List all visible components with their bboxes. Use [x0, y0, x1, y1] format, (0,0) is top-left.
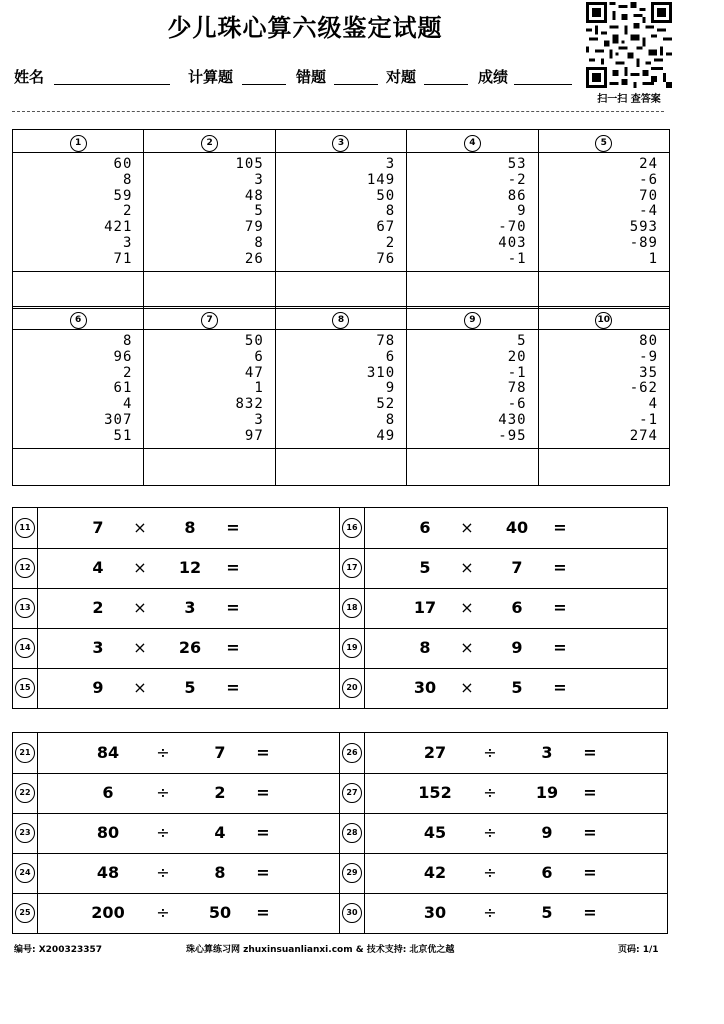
- equals-sign: =: [256, 783, 270, 802]
- number: -1: [507, 250, 527, 267]
- operand-a: 7: [92, 518, 104, 537]
- page-title: 少儿珠心算六级鉴定试题: [167, 14, 443, 42]
- number: 1: [254, 380, 264, 397]
- number: 71: [113, 250, 133, 267]
- division-problem[interactable]: [13, 813, 339, 853]
- number-divider: [37, 813, 38, 853]
- footer-code: 编号: X200323357: [14, 945, 103, 955]
- problem-number: 10: [595, 312, 612, 329]
- number: 3: [254, 171, 264, 188]
- number: -89: [629, 234, 658, 251]
- problem-number: 1: [70, 135, 87, 152]
- number-divider: [364, 628, 365, 668]
- equals-sign: =: [226, 558, 240, 577]
- multiplication-problem[interactable]: [13, 668, 339, 708]
- operand-b: 6: [511, 598, 523, 617]
- problem-header: [275, 307, 406, 330]
- number: -4: [639, 203, 658, 220]
- number-column: [144, 330, 275, 449]
- multiplication-problem[interactable]: [340, 588, 666, 628]
- number: 4: [122, 396, 133, 413]
- number: 53: [507, 156, 527, 172]
- operand-a: 42: [423, 863, 447, 882]
- problem-number: 22: [15, 783, 35, 803]
- number-divider: [364, 733, 365, 773]
- multiplication-problem[interactable]: [340, 548, 666, 588]
- operator: ×: [133, 678, 147, 697]
- operand-a: 9: [92, 678, 104, 697]
- calc-field[interactable]: [242, 84, 286, 85]
- operand-a: 27: [423, 743, 447, 762]
- problem-number: 25: [15, 903, 35, 923]
- right-label: 对题: [386, 68, 417, 86]
- multiplication-problem[interactable]: [13, 508, 339, 548]
- operator: ×: [133, 598, 147, 617]
- number: 8: [122, 333, 133, 349]
- division-problem[interactable]: [340, 813, 666, 853]
- number-column: [538, 153, 669, 272]
- equals-sign: =: [583, 903, 597, 922]
- number: -1: [639, 411, 658, 428]
- operator: ÷: [483, 783, 497, 802]
- number-divider: [364, 773, 365, 813]
- operator: ÷: [156, 783, 170, 802]
- operand-a: 17: [413, 598, 437, 617]
- number: 593: [629, 219, 658, 236]
- answer-cell[interactable]: [13, 272, 144, 309]
- number: 149: [366, 171, 396, 188]
- operand-b: 3: [541, 743, 553, 762]
- multiplication-problem[interactable]: [340, 628, 666, 668]
- division-grid: [12, 732, 668, 934]
- number: 51: [113, 427, 133, 444]
- number-divider: [37, 548, 38, 588]
- division-problem[interactable]: [340, 893, 666, 933]
- equals-sign: =: [226, 518, 240, 537]
- multiplication-problem[interactable]: [13, 588, 339, 628]
- answer-cell[interactable]: [407, 449, 538, 486]
- number: 48: [244, 187, 264, 204]
- number: 5: [254, 203, 264, 220]
- operand-a: 200: [91, 903, 125, 922]
- division-problem[interactable]: [13, 773, 339, 813]
- number-column: [275, 330, 406, 449]
- number: 2: [122, 203, 133, 220]
- number: 78: [376, 333, 396, 349]
- operand-a: 30: [423, 903, 447, 922]
- division-problem[interactable]: [13, 853, 339, 893]
- number-divider: [37, 773, 38, 813]
- number: 96: [113, 348, 133, 365]
- equals-sign: =: [226, 638, 240, 657]
- division-row: [13, 813, 667, 853]
- number: 9: [517, 203, 527, 220]
- cut-line: [12, 111, 664, 112]
- division-row: [13, 893, 667, 933]
- wrong-field[interactable]: [334, 84, 378, 85]
- number-divider: [37, 733, 38, 773]
- number-divider: [37, 508, 38, 548]
- problem-number: 19: [342, 638, 362, 658]
- number-divider: [364, 588, 365, 628]
- multiplication-row: [13, 548, 667, 588]
- number: 3: [385, 156, 396, 172]
- number-divider: [364, 813, 365, 853]
- division-row: [13, 773, 667, 813]
- number: 97: [244, 427, 264, 444]
- number: 3: [254, 411, 264, 428]
- qr-code[interactable]: [586, 2, 672, 88]
- multiplication-row: [13, 508, 667, 548]
- problem-number: 28: [342, 823, 362, 843]
- multiplication-grid: [12, 507, 668, 709]
- operand-b: 5: [184, 678, 196, 697]
- equals-sign: =: [583, 783, 597, 802]
- operator: ÷: [156, 823, 170, 842]
- multiplication-row: [13, 588, 667, 628]
- operand-b: 19: [535, 783, 559, 802]
- problem-number: 16: [342, 518, 362, 538]
- number: 5: [517, 333, 527, 349]
- operator: ÷: [156, 903, 170, 922]
- equals-sign: =: [553, 638, 567, 657]
- number: 50: [244, 333, 264, 349]
- number-divider: [364, 508, 365, 548]
- number: 59: [113, 187, 133, 204]
- calc-label: 计算题: [188, 68, 234, 86]
- number: 421: [104, 219, 133, 236]
- number: -2: [507, 171, 527, 188]
- number: 50: [376, 187, 396, 204]
- number: 9: [385, 380, 396, 397]
- number: 6: [254, 348, 264, 365]
- operand-b: 50: [208, 903, 232, 922]
- number: 52: [376, 396, 396, 413]
- division-problem[interactable]: [340, 773, 666, 813]
- number-column: [13, 153, 144, 272]
- number: 4: [648, 396, 658, 413]
- number: 1: [648, 250, 658, 267]
- problem-number: 30: [342, 903, 362, 923]
- number-column: [275, 153, 406, 272]
- problem-number: 29: [342, 863, 362, 883]
- number: 8: [385, 203, 396, 220]
- equals-sign: =: [226, 678, 240, 697]
- number-column: [407, 153, 538, 272]
- operand-a: 80: [96, 823, 120, 842]
- operator: ×: [460, 598, 474, 617]
- equals-sign: =: [553, 518, 567, 537]
- division-problem[interactable]: [13, 733, 339, 773]
- number-divider: [364, 548, 365, 588]
- number: 2: [122, 364, 133, 381]
- problem-header: [407, 307, 538, 330]
- number: 310: [366, 364, 396, 381]
- problem-header: [13, 307, 144, 330]
- number: -70: [498, 219, 527, 236]
- problem-number: 21: [15, 743, 35, 763]
- problem-header: [407, 130, 538, 153]
- number-column: [407, 330, 538, 449]
- number: 35: [639, 364, 658, 381]
- number: 67: [376, 219, 396, 236]
- number: 78: [507, 380, 527, 397]
- number: 86: [507, 187, 527, 204]
- operator: ×: [133, 638, 147, 657]
- number: 79: [244, 219, 264, 236]
- name-label: 姓名: [14, 68, 45, 86]
- operand-b: 5: [541, 903, 553, 922]
- equals-sign: =: [256, 823, 270, 842]
- operand-a: 84: [96, 743, 120, 762]
- problem-number: 5: [595, 135, 612, 152]
- division-row: [13, 853, 667, 893]
- equals-sign: =: [553, 598, 567, 617]
- multiplication-problem[interactable]: [340, 508, 666, 548]
- multiplication-problem[interactable]: [13, 548, 339, 588]
- number: 307: [104, 411, 133, 428]
- multiplication-row: [13, 668, 667, 708]
- number: 8: [254, 234, 264, 251]
- answer-cell[interactable]: [538, 449, 669, 486]
- operand-b: 40: [505, 518, 529, 537]
- operand-b: 3: [184, 598, 196, 617]
- answer-cell[interactable]: [144, 449, 275, 486]
- operand-a: 152: [418, 783, 452, 802]
- division-problem[interactable]: [340, 853, 666, 893]
- equals-sign: =: [256, 903, 270, 922]
- operand-b: 9: [541, 823, 553, 842]
- number: -95: [498, 427, 527, 444]
- number-divider: [37, 628, 38, 668]
- problem-number: 23: [15, 823, 35, 843]
- number: 24: [639, 156, 658, 172]
- operand-a: 4: [92, 558, 104, 577]
- operator: ÷: [156, 743, 170, 762]
- operand-b: 7: [511, 558, 523, 577]
- division-problem[interactable]: [13, 893, 339, 933]
- equals-sign: =: [256, 743, 270, 762]
- answer-cell[interactable]: [275, 449, 406, 486]
- number: 2: [385, 234, 396, 251]
- operator: ×: [460, 558, 474, 577]
- multiplication-problem[interactable]: [340, 668, 666, 708]
- problem-number: 11: [15, 518, 35, 538]
- wrong-label: 错题: [296, 68, 327, 86]
- number: -6: [507, 396, 527, 413]
- problem-header: [538, 307, 669, 330]
- equals-sign: =: [553, 558, 567, 577]
- problem-number: 24: [15, 863, 35, 883]
- operand-b: 26: [178, 638, 202, 657]
- operand-a: 6: [419, 518, 431, 537]
- qr-caption: 扫一扫 查答案: [597, 94, 661, 105]
- number: -62: [629, 380, 658, 397]
- operand-b: 6: [541, 863, 553, 882]
- answer-cell[interactable]: [538, 272, 669, 309]
- operand-b: 4: [214, 823, 226, 842]
- addition-table-1: [12, 129, 670, 309]
- operand-b: 5: [511, 678, 523, 697]
- problem-number: 8: [332, 312, 349, 329]
- number-column: [13, 330, 144, 449]
- equals-sign: =: [256, 863, 270, 882]
- number: 49: [376, 427, 396, 444]
- number-divider: [37, 853, 38, 893]
- answer-cell[interactable]: [407, 272, 538, 309]
- operand-a: 3: [92, 638, 104, 657]
- operator: ×: [460, 518, 474, 537]
- operand-b: 7: [214, 743, 226, 762]
- operator: ×: [460, 678, 474, 697]
- number: 105: [235, 156, 264, 172]
- number: 8: [122, 171, 133, 188]
- number: -6: [639, 171, 658, 188]
- addition-table-2: [12, 306, 670, 486]
- number: 26: [244, 250, 264, 267]
- operand-b: 8: [184, 518, 196, 537]
- operator: ×: [460, 638, 474, 657]
- operand-a: 6: [102, 783, 114, 802]
- number: 3: [122, 234, 133, 251]
- problem-number: 3: [332, 135, 349, 152]
- footer-page: 页码: 1/1: [618, 945, 659, 955]
- number-divider: [364, 668, 365, 708]
- number-divider: [364, 853, 365, 893]
- number: 20: [507, 348, 527, 365]
- operator: ÷: [483, 903, 497, 922]
- number: 70: [639, 187, 658, 204]
- equals-sign: =: [583, 823, 597, 842]
- problem-number: 15: [15, 678, 35, 698]
- answer-cell[interactable]: [275, 272, 406, 309]
- operand-a: 45: [423, 823, 447, 842]
- number: 60: [113, 156, 133, 172]
- operand-a: 30: [413, 678, 437, 697]
- problem-number: 12: [15, 558, 35, 578]
- answer-cell[interactable]: [13, 449, 144, 486]
- score-label: 成绩: [478, 68, 509, 86]
- equals-sign: =: [553, 678, 567, 697]
- operand-b: 8: [214, 863, 226, 882]
- problem-number: 17: [342, 558, 362, 578]
- number-divider: [37, 588, 38, 628]
- equals-sign: =: [583, 863, 597, 882]
- number: 80: [639, 333, 658, 349]
- problem-number: 7: [201, 312, 218, 329]
- operand-a: 48: [96, 863, 120, 882]
- problem-number: 14: [15, 638, 35, 658]
- number-column: [144, 153, 275, 272]
- division-row: [13, 733, 667, 773]
- problem-number: 2: [201, 135, 218, 152]
- operand-b: 2: [214, 783, 226, 802]
- problem-number: 4: [464, 135, 481, 152]
- number-column: [538, 330, 669, 449]
- problem-header: [144, 130, 275, 153]
- number: -9: [639, 348, 658, 365]
- number: 61: [113, 380, 133, 397]
- number: -1: [507, 364, 527, 381]
- division-problem[interactable]: [340, 733, 666, 773]
- operator: ÷: [483, 863, 497, 882]
- student-info: [14, 66, 584, 90]
- problem-number: 6: [70, 312, 87, 329]
- number: 832: [235, 396, 264, 413]
- operator: ÷: [483, 823, 497, 842]
- problem-number: 20: [342, 678, 362, 698]
- number-divider: [37, 893, 38, 933]
- operand-b: 12: [178, 558, 202, 577]
- multiplication-row: [13, 628, 667, 668]
- problem-number: 26: [342, 743, 362, 763]
- problem-header: [144, 307, 275, 330]
- number: 8: [385, 411, 396, 428]
- score-field[interactable]: [514, 84, 572, 85]
- operand-a: 2: [92, 598, 104, 617]
- number: 274: [629, 427, 658, 444]
- number: 6: [385, 348, 396, 365]
- operator: ÷: [156, 863, 170, 882]
- name-field[interactable]: [54, 84, 170, 85]
- footer-site: 珠心算练习网 zhuxinsuanlianxi.com & 技术支持: 北京优之越: [186, 945, 455, 955]
- problem-number: 9: [464, 312, 481, 329]
- multiplication-problem[interactable]: [13, 628, 339, 668]
- operand-a: 5: [419, 558, 431, 577]
- operator: ÷: [483, 743, 497, 762]
- operator: ×: [133, 558, 147, 577]
- operator: ×: [133, 518, 147, 537]
- operand-a: 8: [419, 638, 431, 657]
- number-divider: [37, 668, 38, 708]
- problem-header: [275, 130, 406, 153]
- equals-sign: =: [226, 598, 240, 617]
- number: 76: [376, 250, 396, 267]
- operand-b: 9: [511, 638, 523, 657]
- right-field[interactable]: [424, 84, 468, 85]
- number-divider: [364, 893, 365, 933]
- problem-number: 13: [15, 598, 35, 618]
- number: 403: [498, 234, 527, 251]
- answer-cell[interactable]: [144, 272, 275, 309]
- equals-sign: =: [583, 743, 597, 762]
- problem-header: [13, 130, 144, 153]
- problem-number: 27: [342, 783, 362, 803]
- number: 47: [244, 364, 264, 381]
- number: 430: [498, 411, 527, 428]
- problem-number: 18: [342, 598, 362, 618]
- problem-header: [538, 130, 669, 153]
